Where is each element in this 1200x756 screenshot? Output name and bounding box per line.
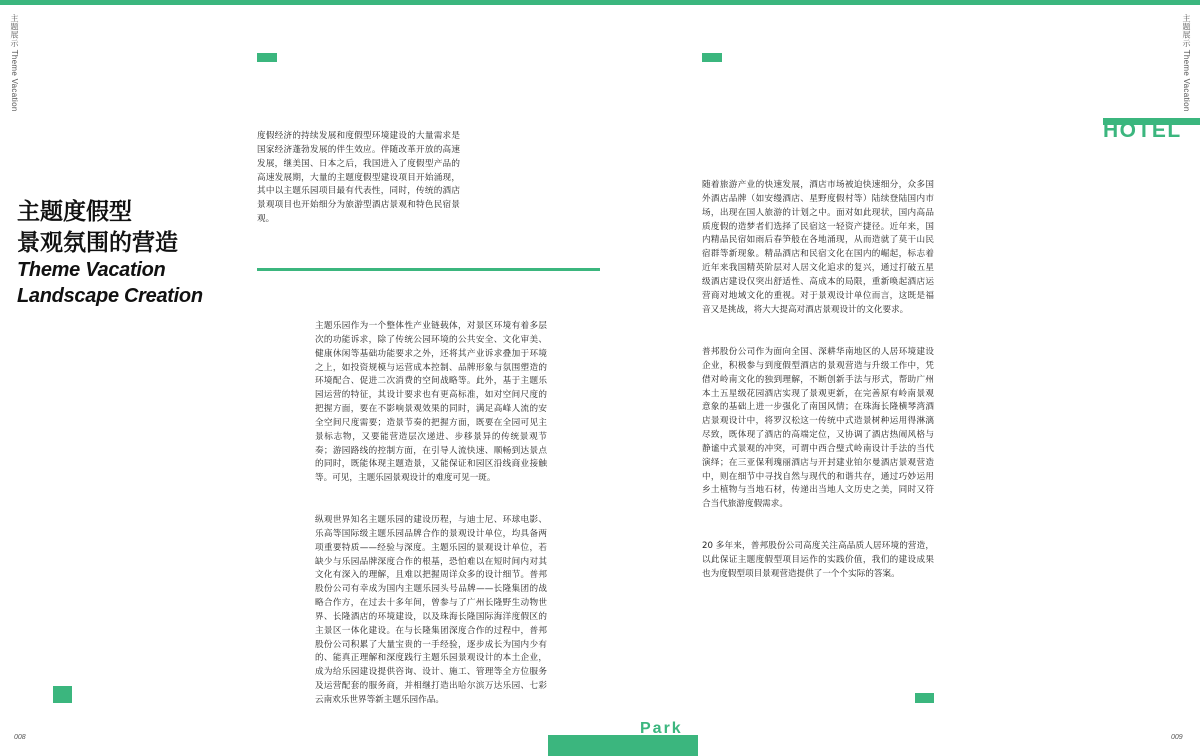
page-title-cn [17,197,178,259]
hotel-label: HOTEL [1103,119,1182,142]
running-head-left: 主题展示 Theme Vacation [10,14,19,112]
accent-square-bottom-left [53,686,72,703]
page-title-en [17,257,203,309]
page-number-left: 008 [14,734,26,741]
accent-square-bottom-right [915,693,934,703]
title-cn-line-1: 主题度假型 [17,199,132,225]
park-label: Park [640,720,683,737]
top-accent-bar [0,0,1200,5]
title-en-line-2: Landscape Creation [17,285,203,307]
paragraph-hotel-market: 随着旅游产业的快速发展，酒店市场被迫快速细分，众多国外酒店品牌（如安缦酒店、星野度假村等）陆续登陆国内市场，出现在国人旅游的计划之中。面对如此现状，国内高品质度假的造梦者们选择了民宿这一轻资产捷径。近年来，国内精品民宿如雨后春笋般在各地涌现，从而造就了莫干山民宿群等新现象。精品酒店和民宿文化在国内的崛起，标志着近年来我国精英阶层对人居文化追求的复兴，通过打破五星级酒店建设仅突出舒适性、高成本的局限，重新唤起酒店运营商对地域文化的重视。对于景观设计单位而言，这既是福音又是挑战，将大大提高对酒店景观设计的文化要求。 [702,180,934,315]
section-divider-line [257,268,600,271]
title-cn-line-2: 景观氛围的营造 [17,230,178,256]
accent-square-top-right [702,53,722,62]
running-head-right: 主题展示 Theme Vacation [1182,14,1191,112]
paragraph-intro: 度假经济的持续发展和度假型环境建设的大量需求是国家经济蓬勃发展的伴生效应。伴随改革开放的高速发展，继美国、日本之后，我国进入了度假型产品的高速发展期，大量的主题度假型建设项目开始涌现，其中以主题乐园项目最有代表性，同时，传统的酒店景观项目也开始细分为旅游型酒店景观和特色民宿景观。 [257,131,460,225]
title-en-line-1: Theme Vacation [17,259,166,281]
paragraph-world-parks: 纵观世界知名主题乐园的建设历程，与迪士尼、环球电影、乐高等国际级主题乐园品牌合作的景观设计单位，均具备两项重要特质——经验与深度。主题乐园的景观设计单位，若缺少与乐园品牌深度合作的根基，恐怕难以在短时间内对其文化有深入的理解，且难以把握周详众多的设计细节。普邦股份公司有幸成为国内主题乐园头号品牌——长隆集团的战略合作方，在过去十多年间，曾参与了广州长隆野生动物世界、长隆酒店的环境建设，以及珠海长隆国际海洋度假区的主景区一体化建设。在与长隆集团深度合作的过程中，普邦股份公司积累了大量宝贵的一手经验，逐步成长为国内少有的、能真正理解和深度践行主题乐园景观设计的本土企业，成为给乐园建设提供咨询、设计、施工、管理等全方位服务及运营配套的服务商，并相继打造出哈尔滨万达乐园、七彩云南欢乐世界等新主题乐园作品。 [315,515,547,705]
paragraph-pubang-hotel: 普邦股份公司作为面向全国、深耕华南地区的人居环境建设企业，积极参与到度假型酒店的景观营造与升级工作中，凭借对岭南文化的独到理解，不断创新手法与形式，帮助广州本土五星级花园酒店实现了景观更新，在完善原有岭南景观意象的基础上进一步强化了南国风情；在珠海长隆横琴湾酒店景观设计中，将罗汉松这一传统中式造景树种运用得淋漓尽致，既体现了酒店的高端定位，又协调了酒店热闹风格与静谧中式景观的冲突，可谓中西合璧式岭南设计手法的当代演绎；在三亚保利瑰丽酒店与开封建业铂尔曼酒店景观营造中，则在细节中寻找自然与现代的和谐共存，通过巧妙运用乡土植物与当地石材，传递出当地人文历史之美，同时又符合当代旅游度假需求。 [702,347,934,510]
page-number-right: 009 [1171,734,1183,741]
accent-square-top-left [257,53,277,62]
paragraph-theme-park: 主题乐园作为一个整体性产业链载体，对景区环境有着多层次的功能诉求，除了传统公园环境的公共安全、文化审美、健康休闲等基础功能要求之外，还将其产业诉求叠加于环境之上，如投资规模与运营成本控制、品牌形象与氛围塑造的环境配合、促进二次消费的空间战略等。此外，基于主题乐园运营的特征，其设计要求也有更高标准，如对空间尺度的把握方面，要在不影响景观效果的同时，满足高峰人流的安全空间尺度需要；造景节奏的把握方面，既要在全园可见主景标志物，又要能营造层次递进、步移景异的传统景观节奏；游园路线的控制方面，在引导人流快速、顺畅到达景点的同时，既能体现主题造景，又能保证和园区沿线商业接触等。可见，主题乐园景观设计的难度可见一斑。 [315,321,547,484]
paragraph-twenty-years: 20 多年来，普邦股份公司高度关注高品质人居环境的营造，以此保证主题度假型项目运作的实践价值，我们的建设成果也为度假型项目景观营造提供了一个个实际的答案。 [702,541,934,579]
